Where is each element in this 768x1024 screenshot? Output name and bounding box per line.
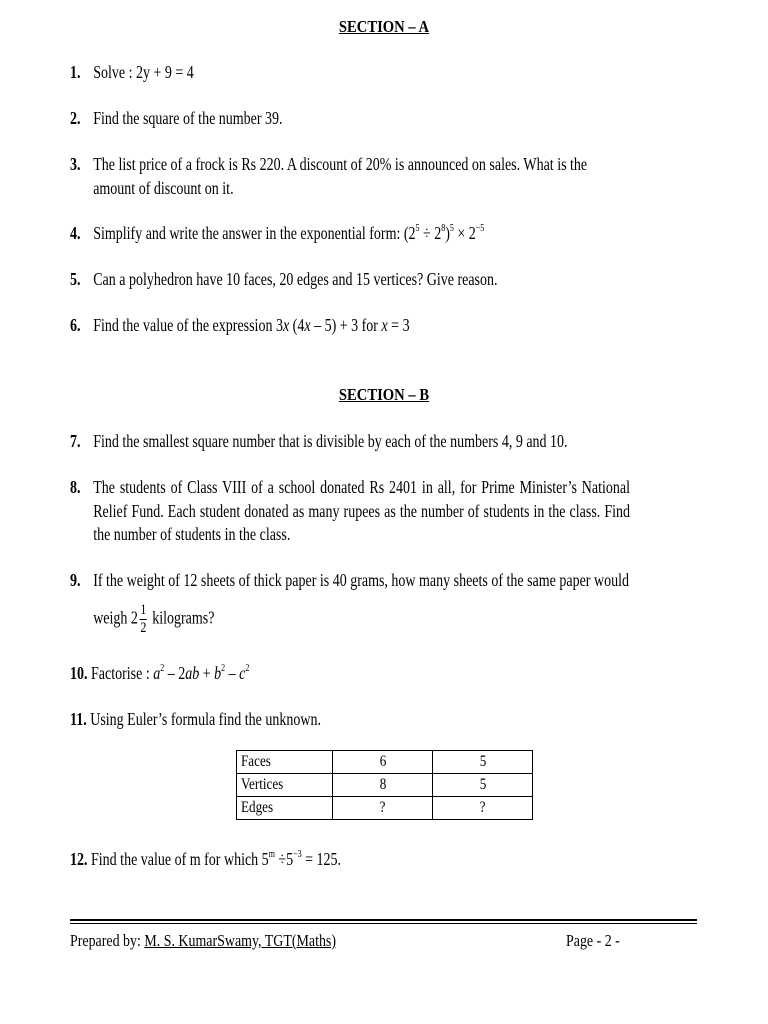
table-cell [333, 774, 433, 797]
question-9 [70, 569, 630, 637]
variable: a [153, 663, 161, 683]
table-cell [333, 751, 433, 774]
question-number: 11. [70, 709, 87, 729]
question-text: The list price of a frock is Rs 220. A discount of 20% is announced on sales. What is the amount of discount on it. [93, 154, 588, 198]
variable: x [304, 315, 311, 335]
exponent: 5 [449, 223, 454, 234]
question-text: Solve : 2y + 9 = 4 [93, 62, 194, 82]
question-text: Find the square of the number 39. [93, 108, 283, 128]
question-6 [70, 314, 630, 338]
question-3 [70, 153, 630, 200]
question-5 [70, 268, 630, 292]
question-text-start: Factorise : [91, 663, 154, 683]
question-number: 3. [70, 154, 81, 174]
question-text-start: Simplify and write the answer in the exponential form: (2 [93, 223, 416, 243]
question-text [70, 662, 630, 686]
question-number: 4. [70, 223, 81, 243]
question-line-2 [93, 602, 630, 637]
cell-text: Edges [241, 799, 274, 816]
cell-text: 8 [379, 776, 387, 793]
expr-part: + [199, 663, 215, 683]
section-b-title: SECTION – B [338, 385, 430, 404]
question-text: The students of Class VIII of a school donated Rs 2401 in all, for Prime Minister’s National Relief Fund. Each student donated as many rupees as the number of students in the class. Find the number of students in the class. [93, 477, 630, 544]
question-text [93, 569, 630, 637]
exponent: 2 [160, 663, 165, 674]
euler-table [236, 750, 533, 820]
fraction [140, 602, 148, 637]
table-cell [433, 774, 533, 797]
question-12 [70, 848, 630, 872]
variable: b [214, 663, 222, 683]
expr-part: weigh 2 [93, 607, 138, 628]
expr-part: × 2 [453, 223, 476, 243]
expr-part: ÷ 2 [419, 223, 442, 243]
fraction-numerator: 1 [140, 601, 147, 618]
expr-part: = 3 [387, 315, 410, 335]
table-cell [433, 751, 533, 774]
row-label [237, 751, 333, 774]
table-row [237, 797, 533, 820]
row-label [237, 797, 333, 820]
question-number: 8. [70, 477, 81, 497]
expr-part: – 5) + 3 for [310, 315, 382, 335]
table-row [237, 751, 533, 774]
fraction-denominator: 2 [140, 619, 147, 636]
variable: c [239, 663, 246, 683]
table-cell [333, 797, 433, 820]
cell-text: Vertices [241, 776, 284, 793]
variable: ab [185, 663, 200, 683]
question-number: 2. [70, 108, 81, 128]
table-row [237, 774, 533, 797]
question-4 [70, 222, 630, 246]
question-1 [70, 61, 630, 85]
cell-text: ? [379, 799, 386, 816]
question-text: Find the smallest square number that is divisible by each of the numbers 4, 9 and 10. [93, 431, 568, 451]
footer-divider-thin [70, 923, 697, 924]
exponent: 5 [415, 223, 420, 234]
expr-part: kilograms? [148, 607, 215, 628]
expr-part: ) [445, 223, 450, 243]
exponent: 2 [245, 663, 250, 674]
cell-text: 5 [479, 753, 486, 770]
section-a-title: SECTION – A [338, 17, 430, 36]
cell-text: 6 [379, 753, 387, 770]
question-text: Can a polyhedron have 10 faces, 20 edges and 15 vertices? Give reason. [93, 269, 498, 289]
question-text-start: Using Euler’s formula find the unknown. [90, 709, 321, 729]
exponent: m [268, 849, 275, 860]
page-number: Page - 2 - [566, 931, 620, 950]
question-2 [70, 107, 630, 131]
prepared-label: Prepared by: [70, 931, 145, 950]
question-8 [70, 476, 630, 547]
question-text [70, 708, 630, 732]
expr-part: (4 [289, 315, 305, 335]
cell-text: 5 [479, 776, 486, 793]
question-7 [70, 430, 630, 454]
table-cell [433, 797, 533, 820]
question-number: 10. [70, 663, 88, 683]
question-text-start: Find the value of m for which 5 [91, 849, 269, 869]
question-line-1: If the weight of 12 sheets of thick paper is 40 grams, how many sheets of the same paper would [93, 570, 629, 590]
variable: x [381, 315, 388, 335]
expr-part: ÷5 [274, 849, 294, 869]
row-label [237, 774, 333, 797]
author-name: M. S. KumarSwamy, TGT(Maths) [144, 931, 336, 950]
question-10 [70, 662, 630, 686]
question-number: 9. [70, 570, 81, 590]
exponent: 8 [441, 223, 446, 234]
question-number: 12. [70, 849, 88, 869]
question-text [93, 314, 630, 338]
question-text [93, 222, 630, 246]
expr-part: = 125. [301, 849, 342, 869]
exponent: −5 [475, 223, 485, 234]
question-number: 5. [70, 269, 81, 289]
exponent: 2 [221, 663, 226, 674]
question-text [70, 848, 630, 872]
footer-divider [70, 919, 697, 921]
expr-part: – [225, 663, 240, 683]
question-11 [70, 708, 630, 732]
question-text-start: Find the value of the expression 3 [93, 315, 283, 335]
question-number: 7. [70, 431, 81, 451]
question-number: 1. [70, 62, 81, 82]
cell-text: Faces [241, 753, 271, 770]
question-number: 6. [70, 315, 81, 335]
cell-text: ? [479, 799, 486, 816]
expr-part: – 2 [164, 663, 186, 683]
footer-prepared-by [70, 931, 336, 951]
exponent: −3 [293, 849, 302, 860]
variable: x [282, 315, 290, 335]
